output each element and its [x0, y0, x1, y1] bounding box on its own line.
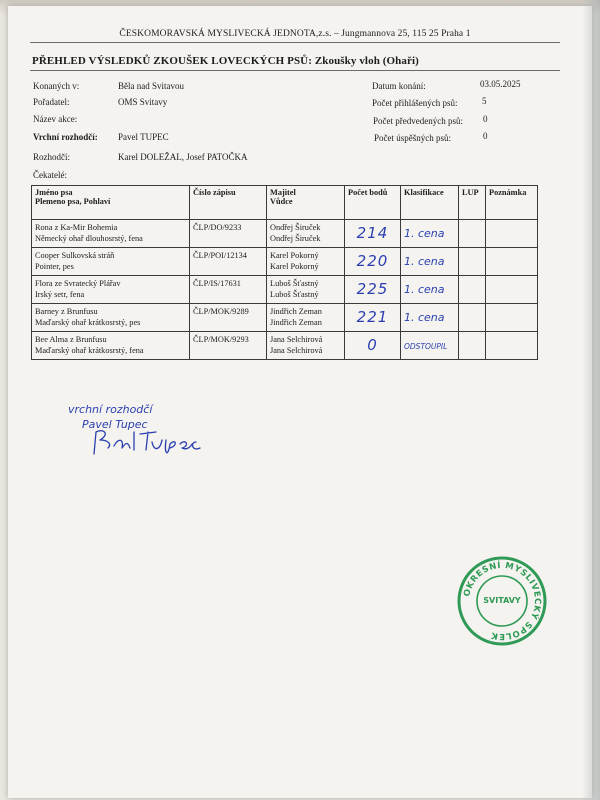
- info-label-candidates: Čekatelé:: [33, 170, 67, 180]
- handwritten-signature: [86, 424, 216, 460]
- table-row: [32, 304, 538, 332]
- stamp-ring-text: OKRESNÍ MYSLIVECKÝ SPOLEK: [462, 560, 543, 642]
- owner-cell: Ondřej Širuček Ondřej Širuček: [267, 220, 345, 248]
- points-cell: 225: [345, 276, 401, 304]
- table-header-row: [32, 186, 538, 220]
- lup-cell: [459, 248, 486, 276]
- note-cell: [486, 332, 538, 360]
- title-rule: [30, 70, 560, 71]
- header-note: Poznámka: [486, 186, 538, 220]
- signature-role: vrchní rozhodčí: [68, 403, 153, 416]
- lup-cell: [459, 332, 486, 360]
- table-row: [32, 220, 538, 248]
- info-value-chief-judge: Pavel TUPEC: [118, 132, 169, 142]
- table-row: [32, 248, 538, 276]
- note-cell: [486, 248, 538, 276]
- stamp-center-text: SVITAVY: [483, 596, 521, 605]
- classification-cell: 1. cena: [401, 304, 459, 332]
- lup-cell: [459, 304, 486, 332]
- info-label-date: Datum konání:: [372, 81, 426, 91]
- classification-cell: 1. cena: [401, 220, 459, 248]
- document-title: PŘEHLED VÝSLEDKŮ ZKOUŠEK LOVECKÝCH PSŮ: Zkoušky vloh (Ohaři): [32, 55, 419, 67]
- classification-cell: 1. cena: [401, 248, 459, 276]
- registration-cell: ČLP/POI/12134: [190, 248, 267, 276]
- owner-cell: Karel Pokorný Karel Pokorný: [267, 248, 345, 276]
- info-value-presented: 0: [483, 114, 488, 124]
- points-cell: 214: [345, 220, 401, 248]
- note-cell: [486, 304, 538, 332]
- owner-cell: Jindřich Zeman Jindřich Zeman: [267, 304, 345, 332]
- table-row: [32, 276, 538, 304]
- info-value-successful: 0: [483, 131, 488, 141]
- header-dog-name: Jméno psa Plemeno psa, Pohlaví: [32, 186, 190, 220]
- table-row: [32, 332, 538, 360]
- dog-cell: Bee Alma z Brunfusu Maďarský ohař krátkosrstý, fena: [32, 332, 190, 360]
- registration-cell: ČLP/IS/17631: [190, 276, 267, 304]
- info-value-judges: Karel DOLEŽAL, Josef PATOČKA: [118, 152, 248, 162]
- signature-name: Pavel Tupec: [82, 418, 148, 431]
- info-label-event-name: Název akce:: [33, 114, 78, 124]
- dog-cell: Rona z Ka-Mir Bohemia Německý ohař dlouhosrstý, fena: [32, 220, 190, 248]
- header-points: Počet bodů: [345, 186, 401, 220]
- header-owner: Majitel Vůdce: [267, 186, 345, 220]
- info-label-judges: Rozhodčí:: [33, 152, 70, 162]
- note-cell: [486, 276, 538, 304]
- info-label-chief-judge: Vrchní rozhodčí:: [33, 132, 98, 142]
- info-value-place: Běla nad Svitavou: [118, 81, 184, 91]
- dog-cell: Flora ze Svratecký Plářav Irský setr, fena: [32, 276, 190, 304]
- dog-cell: Barney z Brunfusu Maďarský ohař krátkosrstý, pes: [32, 304, 190, 332]
- owner-cell: Luboš Šťastný Luboš Šťastný: [267, 276, 345, 304]
- points-cell: 0: [345, 332, 401, 360]
- info-label-organizer: Pořadatel:: [33, 97, 70, 107]
- info-label-presented: Počet předvedených psů:: [373, 116, 463, 126]
- results-table: [31, 185, 538, 360]
- owner-cell: Jana Selchirová Jana Selchirová: [267, 332, 345, 360]
- registration-cell: ČLP/DO/9233: [190, 220, 267, 248]
- points-cell: 220: [345, 248, 401, 276]
- info-label-place: Konaných v:: [33, 81, 80, 91]
- classification-cell: ODSTOUPIL: [401, 332, 459, 360]
- header-classification: Klasifikace: [401, 186, 459, 220]
- header-registration: Číslo zápisu: [190, 186, 267, 220]
- lup-cell: [459, 220, 486, 248]
- info-value-organizer: OMS Svitavy: [118, 97, 168, 107]
- header-rule: [30, 42, 560, 43]
- dog-cell: Cooper Sulkovská stráň Pointer, pes: [32, 248, 190, 276]
- official-stamp: [456, 555, 548, 647]
- lup-cell: [459, 276, 486, 304]
- registration-cell: ČLP/MOK/9289: [190, 304, 267, 332]
- page-edge: [582, 0, 600, 800]
- organization-header: ČESKOMORAVSKÁ MYSLIVECKÁ JEDNOTA,z.s. – Jungmannova 25, 115 25 Praha 1: [119, 29, 471, 39]
- info-label-successful: Počet úspěšných psů:: [374, 133, 451, 143]
- points-cell: 221: [345, 304, 401, 332]
- info-value-date: 03.05.2025: [480, 79, 521, 89]
- info-value-registered: 5: [482, 96, 487, 106]
- header-lup: LUP: [459, 186, 486, 220]
- note-cell: [486, 220, 538, 248]
- registration-cell: ČLP/MOK/9293: [190, 332, 267, 360]
- info-label-registered: Počet přihlášených psů:: [372, 98, 458, 108]
- classification-cell: 1. cena: [401, 276, 459, 304]
